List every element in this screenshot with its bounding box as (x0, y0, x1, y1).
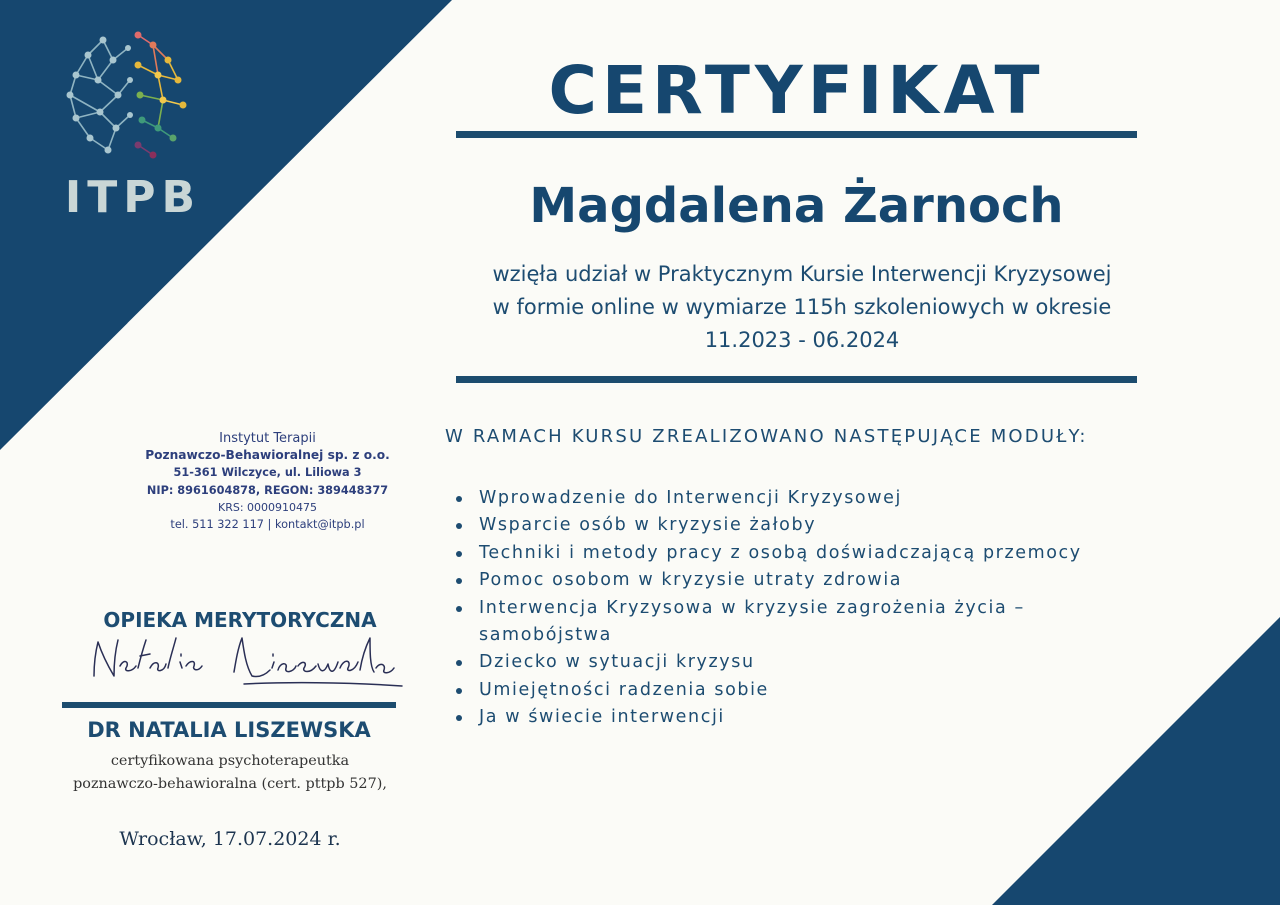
module-label: Dziecko w sytuacji kryzysu (479, 652, 755, 673)
module-item (456, 485, 1156, 512)
bullet-icon (456, 715, 462, 721)
module-item (456, 649, 1156, 676)
stamp-line: Instytut Terapii (219, 431, 316, 446)
divider-middle (456, 376, 1137, 383)
module-item (456, 540, 1156, 567)
module-label: Wprowadzenie do Interwencji Kryzysowej (479, 488, 902, 508)
supervisor-title-line: poznawczo-behawioralna (cert. pttpb 527), (73, 776, 387, 792)
supervisor-title (30, 750, 430, 796)
divider-top (456, 131, 1137, 138)
brain-network-icon (58, 20, 208, 170)
description-line: wzięła udział w Praktycznym Kursie Interwencji Kryzysowej (492, 262, 1112, 286)
modules-heading: W RAMACH KURSU ZREALIZOWANO NASTĘPUJĄCE MODUŁY: (445, 426, 1088, 447)
stamp-line: tel. 511 322 117 | kontakt@itpb.pl (170, 518, 365, 532)
stamp-line: Poznawczo-Behawioralnej sp. z o.o. (145, 448, 390, 463)
modules-list (456, 485, 1156, 732)
bullet-icon (456, 688, 462, 694)
module-label: Ja w świecie interwencji (479, 707, 725, 728)
bullet-icon (456, 606, 462, 612)
module-item (456, 677, 1156, 704)
module-item (456, 567, 1156, 594)
company-stamp (95, 430, 440, 533)
signature (84, 632, 408, 692)
module-label: Pomoc osobom w kryzysie utraty zdrowia (479, 570, 903, 591)
description-line: w formie online w wymiarze 115h szkoleniowych w okresie (492, 295, 1112, 319)
stamp-line: NIP: 8961604878, REGON: 389448377 (146, 483, 389, 497)
certificate-description (456, 258, 1148, 357)
bullet-icon (456, 660, 462, 666)
bullet-icon (456, 496, 462, 502)
bullet-icon (456, 578, 462, 584)
recipient-name: Magdalena Żarnoch (529, 178, 1064, 234)
bullet-icon (456, 523, 462, 529)
module-label: Umiejętności radzenia sobie (479, 679, 769, 700)
supervisor-title-line: certyfikowana psychoterapeutka (110, 753, 350, 769)
module-label: Interwencja Kryzysowa w kryzysie zagrożenia życia – samobójstwa (479, 597, 1025, 646)
module-label: Wsparcie osób w kryzysie żałoby (479, 515, 817, 536)
supervision-label: OPIEKA MERYTORYCZNA (103, 608, 377, 632)
module-item (456, 595, 1156, 650)
signature-line (62, 702, 396, 708)
issue-date: Wrocław, 17.07.2024 r. (119, 828, 341, 850)
bullet-icon (456, 551, 462, 557)
stamp-line: KRS: 0000910475 (217, 500, 318, 514)
logo (58, 20, 208, 223)
supervisor-name: DR NATALIA LISZEWSKA (87, 718, 371, 742)
module-label: Techniki i metody pracy z osobą doświadczającą przemocy (479, 542, 1082, 563)
module-item (456, 704, 1156, 731)
logo-text: ITPB (64, 172, 202, 223)
module-item (456, 512, 1156, 539)
description-line: 11.2023 - 06.2024 (704, 328, 900, 352)
certificate-title: CERTYFIKAT (548, 52, 1045, 129)
stamp-line: 51-361 Wilczyce, ul. Liliowa 3 (173, 466, 362, 480)
